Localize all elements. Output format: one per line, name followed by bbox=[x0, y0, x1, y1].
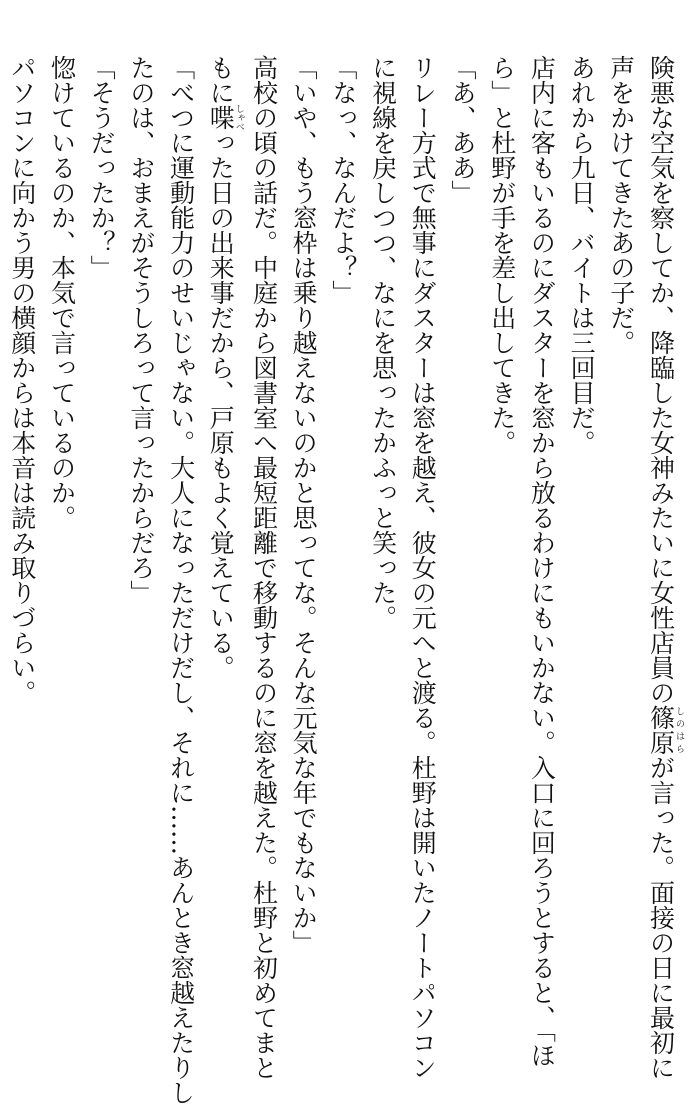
text-line-14: たのは、おまえがそうしろって言ったからだろ」 bbox=[126, 55, 156, 605]
text-line-4: 店内に客もいるのにダスターを窓から放るわけにもいかない。入口に回ろうとすると、「ほ bbox=[527, 55, 557, 1068]
text-line-3: あれから九日、バイトは三回目だ。 bbox=[567, 55, 597, 455]
text-line-6: 「あ、ああ」 bbox=[447, 55, 477, 205]
text-segment: が言った。面接の日に最初に bbox=[646, 755, 676, 1080]
text-segment: もに bbox=[206, 55, 236, 105]
ruby-reading: しゃべ bbox=[233, 104, 244, 131]
text-line-8: に視線を戻しつつ、なにを思ったかふっと笑った。 bbox=[368, 55, 398, 630]
text-line-12 bbox=[201, 55, 244, 1005]
vertical-text-block bbox=[2, 55, 684, 1105]
ruby-name-shinohara bbox=[646, 705, 684, 755]
text-line-11: 高校の頃の話だ。中庭から図書室へ最短距離で移動するのに窓を越えた。杜野と初めてまと bbox=[249, 55, 279, 1080]
text-line-16: 惚けているのか、本気で言っているのか。 bbox=[47, 55, 77, 530]
ruby-reading: しのはら bbox=[674, 705, 684, 755]
text-line-5: ら」と杜野が手を差し出してきた。 bbox=[487, 55, 517, 455]
text-line-10: 「いや、もう窓枠は乗り越えないのかと思ってな。そんな元気な年でもないか」 bbox=[289, 55, 319, 955]
text-segment: った日の出来事だから、戸原もよく覚えている。 bbox=[206, 130, 236, 680]
text-line-7: リレー方式で無事にダスターは窓を越え、彼女の元へと渡る。杜野は開いたノートパソコン bbox=[408, 55, 438, 1080]
ruby-base: 喋 bbox=[206, 104, 236, 131]
text-line-2: 声をかけてきたあの子だ。 bbox=[606, 55, 636, 355]
text-line-13: 「べつに運動能力のせいじゃない。大人になっただけだし、それに……あんとき窓越えたりし bbox=[166, 55, 196, 1105]
text-line-1 bbox=[641, 55, 684, 1080]
text-line-17: パソコンに向かう男の横顔からは本音は読み取りづらい。 bbox=[7, 55, 37, 705]
ruby-base: 篠原 bbox=[646, 705, 676, 755]
ruby-word-shaberu bbox=[206, 104, 244, 131]
text-segment: 険悪な空気を察してか、降臨した女神みたいに女性店員の bbox=[646, 55, 676, 705]
text-line-15: 「そうだったか？」 bbox=[87, 55, 117, 280]
text-line-9: 「なっ、なんだよ？」 bbox=[328, 55, 358, 305]
